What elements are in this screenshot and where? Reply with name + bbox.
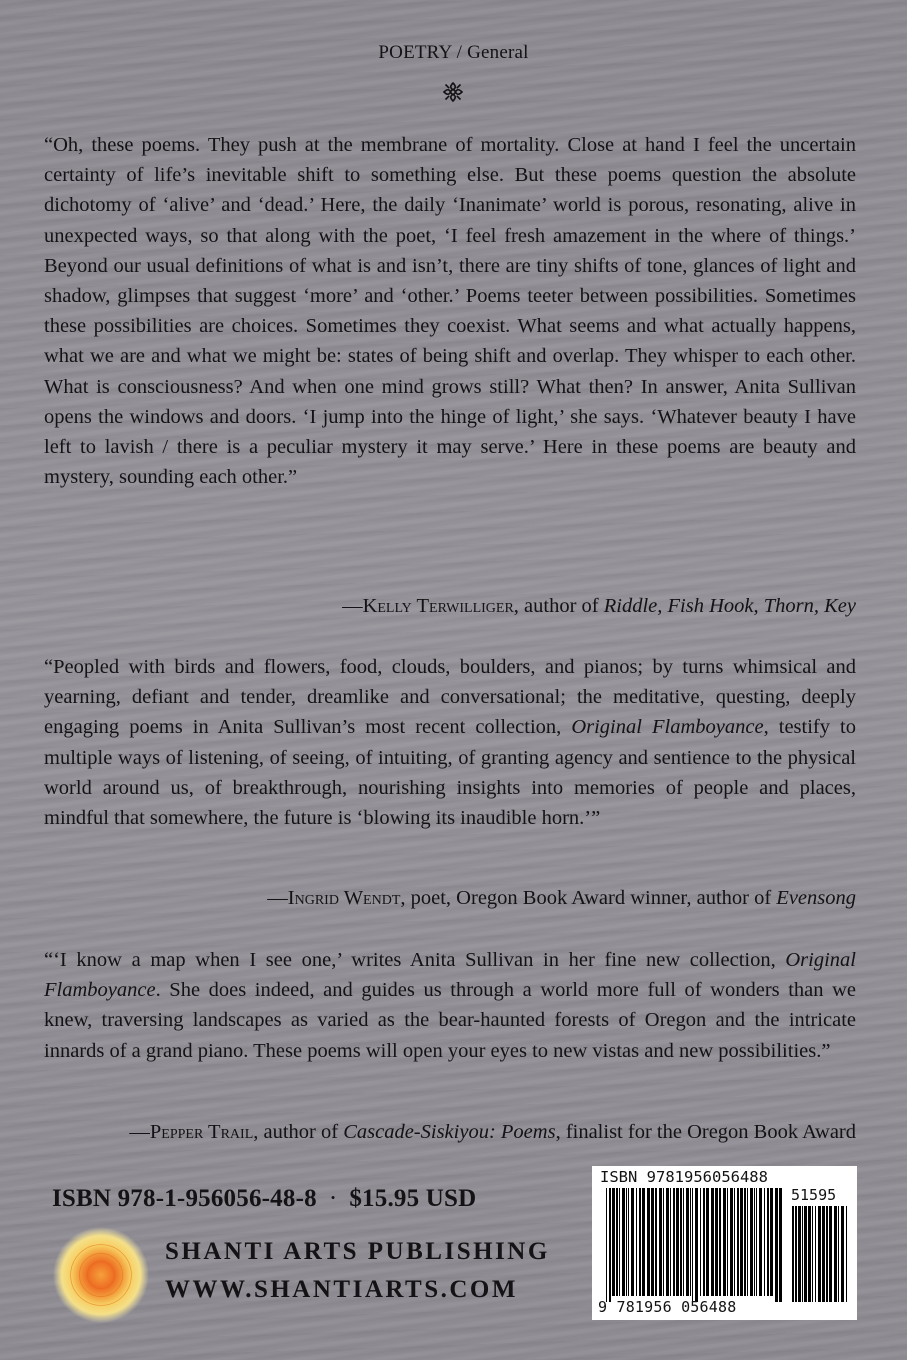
attribution-work: Cascade-Siskiyou: Poems [343, 1121, 556, 1143]
book-title: Original Flamboyance [571, 716, 764, 739]
barcode-bar [695, 1188, 698, 1302]
barcode-addon-bar [808, 1206, 811, 1302]
attribution-role: , poet, Oregon Book Award winner, author of [400, 887, 777, 909]
attribution-name: Pepper Trail [149, 1121, 254, 1143]
barcode-bar [622, 1188, 625, 1296]
barcode-bar [706, 1188, 709, 1296]
book-title: Original Flamboyance [44, 949, 856, 1002]
barcode-bar [636, 1188, 637, 1296]
barcode-bar [609, 1188, 611, 1302]
barcode-addon-bar [841, 1206, 844, 1302]
publisher-website[interactable]: WWW.SHANTIARTS.COM [165, 1276, 518, 1303]
barcode-bar [740, 1188, 743, 1296]
barcode-bar [612, 1188, 615, 1296]
blurb-quote-1: “Oh, these poems. They push at the membrane of mortality. Close at hand I feel the uncertain certainty of life’s inevitable shift to something else. But these poems question the absolute dichotomy of ‘alive’ and ‘dead.’ Here, the daily ‘Inanimate’ world is porous, resonating, alive in unexpected ways, so that along with the poet, ‘I feel fresh amazement in the where of things.’ Beyond our usual definitions of what is and isn’t, there are tiny shifts of tone, glances of light and shadow, glimpses that suggest ‘more’ and ‘other.’ Poems teeter between possibilities. Sometimes these possibilities are choices. Sometimes they coexist. What seems and what actually happens, what we are and what we might be: states of being shift and overlap. They whisper to each other. What is consciousness? And when one mind grows still? What then? In answer, Anita Sullivan opens the windows and doors. ‘I jump into the hinge of light,’ she says. ‘Whatever beauty I have left to lavish / there is a peculiar mystery it may serve.’ Here in these poems are beauty and mystery, sounding each other.” [44, 134, 856, 489]
barcode-bar [719, 1188, 721, 1296]
barcode-bar [730, 1188, 733, 1296]
barcode-bar [683, 1188, 684, 1296]
barcode-bar [779, 1188, 782, 1302]
barcode-bar [647, 1188, 650, 1296]
barcode-bar [723, 1188, 726, 1296]
barcode-bar [756, 1188, 757, 1296]
blurb-quote-3 [44, 945, 856, 1066]
barcode-bar [639, 1188, 641, 1296]
attribution-tail: , finalist for the Oregon Book Award [555, 1121, 856, 1143]
attribution-dash: — [342, 595, 363, 617]
quote-text: . She does indeed, and guides us through a world more full of wonders than we knew, traversing landscapes as varied as the bear-haunted forests of Oregon and the intricate innards of a grand piano. These poems will open your eyes to new vistas and new possibilities.” [44, 979, 856, 1062]
barcode-bar [663, 1188, 664, 1296]
barcode-addon-bar [826, 1206, 828, 1302]
barcode-addon-code: 51595 [791, 1186, 837, 1204]
blurb-attribution-3 [44, 1118, 856, 1146]
barcode-bar [619, 1188, 620, 1296]
barcode-bar [626, 1188, 627, 1296]
barcode-bar [686, 1188, 689, 1296]
barcode-bar [616, 1188, 618, 1296]
barcode-addon-bar [812, 1206, 813, 1302]
barcode-bar [659, 1188, 662, 1296]
blurb-quote-2 [44, 652, 856, 833]
attribution-role: , author of [253, 1121, 344, 1143]
barcode-bar [631, 1188, 634, 1296]
quote-text: “Peopled with birds and flowers, food, clouds, boulders, and pianos; by turns whimsical and yearning, defiant and tender, dreamlike and conversational; the meditative, questing, deeply engaging poems in Anita Sullivan’s most recent collection, [44, 656, 856, 739]
category-label: POETRY / General [378, 42, 529, 63]
barcode-bar [655, 1188, 657, 1296]
quote-text: “‘I know a map when I see one,’ writes Anita Sullivan in her fine new collection, [44, 949, 786, 971]
attribution-work: Evensong [776, 887, 856, 909]
barcode-addon-bar [838, 1206, 839, 1302]
barcode-bar [651, 1188, 654, 1296]
barcode-addon-bar [802, 1206, 803, 1302]
barcode-bar [666, 1188, 669, 1296]
barcode-bar [737, 1188, 739, 1296]
barcode-bar [775, 1188, 778, 1302]
barcode-bar [670, 1188, 671, 1296]
barcode-bar [759, 1188, 762, 1296]
barcode-addon-bar [822, 1206, 825, 1302]
barcode-bar [690, 1188, 691, 1296]
barcode-bar [606, 1188, 607, 1302]
barcode-bar [676, 1188, 679, 1296]
attribution-work: Riddle, Fish Hook, Thorn, Key [603, 595, 856, 617]
barcode-addon-bar [846, 1206, 847, 1302]
attribution-name: Ingrid Wendt [287, 887, 401, 909]
barcode-addon-bar [798, 1206, 801, 1302]
price-separator: · [328, 1185, 338, 1212]
barcode-bar [747, 1188, 748, 1296]
blurb-attribution-1 [44, 592, 856, 620]
barcode-bar [642, 1188, 645, 1296]
isbn-price-line [52, 1185, 476, 1213]
barcode-addon-bar [818, 1206, 821, 1302]
barcode-addon-bar [792, 1206, 794, 1302]
barcode-bar [734, 1188, 735, 1296]
barcode-bar [750, 1188, 753, 1296]
barcode-addon-bar [834, 1206, 837, 1302]
attribution-dash: — [129, 1121, 150, 1143]
barcode-bar [692, 1188, 693, 1302]
quote-text: , testify to multiple ways of listening, of seeing, of intuiting, of granting agency and sentience to the physical world around us, of breakthrough, nourishing insights into memories of people and places, mindful that somewhere, the future is ‘blowing its inaudible horn.’” [44, 716, 856, 830]
attribution-name: Kelly Terwilliger [362, 595, 514, 617]
attribution-dash: — [267, 887, 288, 909]
barcode-bar [628, 1188, 629, 1296]
barcode-bar [754, 1188, 755, 1296]
barcode-bar [680, 1188, 682, 1296]
barcode-isbn-label: ISBN 9781956056488 [600, 1168, 768, 1186]
attribution-role: , author of [513, 595, 604, 617]
sun-logo-icon [52, 1226, 150, 1324]
barcode-bar [764, 1188, 765, 1296]
barcode-bar [703, 1188, 705, 1296]
price-text: $15.95 USD [349, 1185, 477, 1212]
floral-ornament-icon [441, 80, 465, 104]
barcode-bar [711, 1188, 714, 1296]
barcode-bar [744, 1188, 746, 1296]
barcode-bar [700, 1188, 701, 1296]
barcode-addon-bar [815, 1206, 816, 1302]
barcode-bar [727, 1188, 728, 1296]
barcode-addon-bar [804, 1206, 807, 1302]
isbn-barcode [592, 1166, 857, 1320]
publisher-name: SHANTI ARTS PUBLISHING [165, 1238, 550, 1265]
barcode-bar [767, 1188, 769, 1296]
barcode-digits: 9 781956 056488 [598, 1298, 737, 1316]
barcode-addon-bar [829, 1206, 832, 1302]
barcode-addon-bar [795, 1206, 797, 1302]
isbn-text: ISBN 978-1-956056-48-8 [52, 1185, 317, 1212]
barcode-bar [673, 1188, 675, 1296]
barcode-bar [770, 1188, 773, 1296]
barcode-bar [715, 1188, 718, 1296]
barcode-bars [592, 1166, 857, 1320]
blurb-attribution-2 [44, 884, 856, 912]
